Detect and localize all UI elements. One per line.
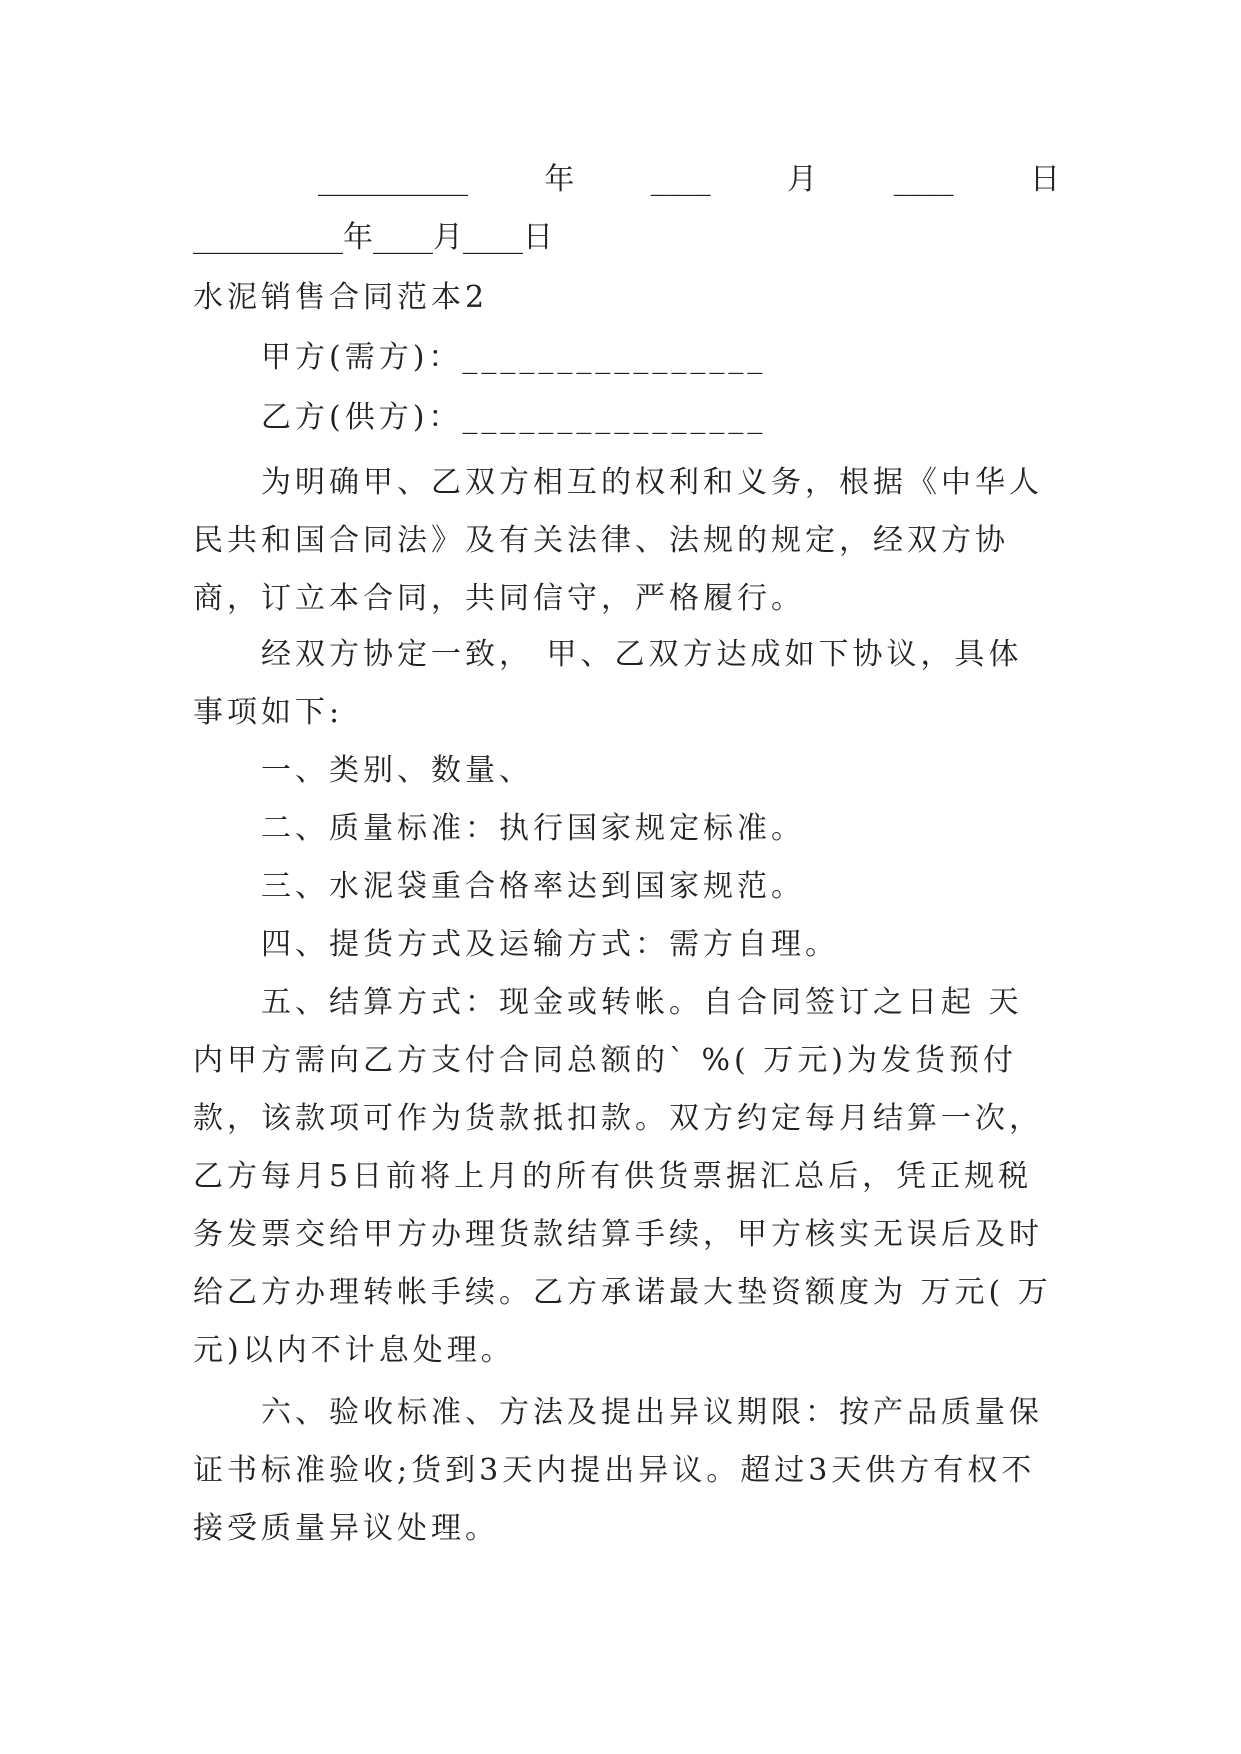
date-line-2: __________年____月____日 [193, 220, 553, 255]
blank-month: ____ [650, 162, 711, 197]
clause-4: 四、提货方式及运输方式：需方自理。 [261, 927, 839, 962]
clause-2: 二、质量标准：执行国家规定标准。 [261, 811, 805, 846]
clause-1: 一、类别、数量、 [261, 753, 533, 788]
party-a-line: 甲方(需方)：________________ [261, 340, 767, 375]
date-line-1 [318, 160, 1060, 200]
agreement-paragraph: 经双方协定一致， 甲、乙双方达成如下协议，具体事项如下: [193, 637, 1023, 730]
year-label: 年 [544, 162, 575, 197]
month-label: 月 [787, 162, 818, 197]
intro-paragraph: 为明确甲、乙双方相互的权利和义务，根据《中华人民共和国合同法》及有关法律、法规的规定，经双方协商，订立本合同，共同信守，严格履行。 [193, 465, 1043, 616]
blank-day: ____ [893, 162, 954, 197]
party-b-line: 乙方(供方)：________________ [261, 400, 767, 435]
clause-5: 五、结算方式：现金或转帐。自合同签订之日起 天内甲方需向乙方支付合同总额的` %( 万元)为发货预付款，该款项可作为货款抵扣款。双方约定每月结算一次，乙方每月5日前将上月的所有供货票据汇总后，凭正规税务发票交给甲方办理货款结算手续，甲方核实无误后及时给乙方办理转帐手续。乙方承诺最大垫资额度为 万元( 万元)以内不计息处理。 [193, 985, 1052, 1368]
day-label: 日 [1029, 162, 1060, 197]
clause-6: 六、验收标准、方法及提出异议期限：按产品质量保证书标准验收;货到3天内提出异议。超过3天供方有权不接受质量异议处理。 [193, 1395, 1043, 1546]
blank-year: __________ [318, 162, 468, 197]
document-heading: 水泥销售合同范本2 [193, 280, 489, 315]
clause-3: 三、水泥袋重合格率达到国家规范。 [261, 869, 805, 904]
